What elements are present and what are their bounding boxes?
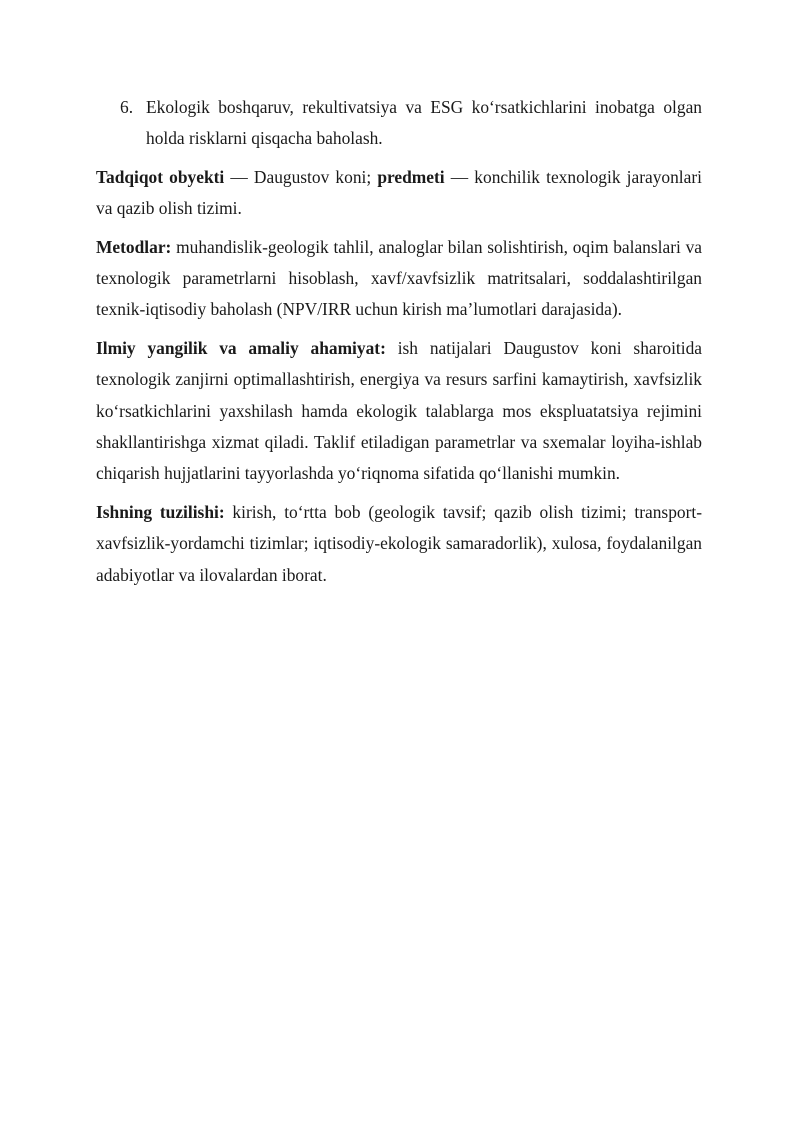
research-object-paragraph bbox=[96, 162, 702, 225]
novelty-text: ish natijalari Daugustov koni sharoitida texnologik zanjirni optimallashtirish, energiya va resurs sarfini kamaytirish, xavfsizlik ko‘rsatkichlarini yaxshilash hamda ekologik talablarga mos ekspluatatsiya rejimini shakllantirishga xizmat qiladi. Taklif etiladigan parametrlar va sxemalar loyiha-ishlab chiqarish hujjatlarini tayyorlashda yo‘riqnoma sifatida qo‘llanishi mumkin. bbox=[96, 337, 702, 484]
methods-label: Metodlar: bbox=[96, 236, 172, 257]
novelty-label: Ilmiy yangilik va amaliy ahamiyat: bbox=[96, 337, 386, 358]
structure-paragraph bbox=[96, 497, 702, 591]
list-item-text: Ekologik boshqaruv, rekultivatsiya va ESG ko‘rsatkichlarini inobatga olgan holda risklarni qisqacha baholash. bbox=[146, 97, 702, 149]
structure-label: Ishning tuzilishi: bbox=[96, 501, 225, 522]
research-object-text: — Daugustov koni; bbox=[224, 166, 378, 187]
methods-paragraph bbox=[96, 232, 702, 326]
list-item-6 bbox=[120, 92, 702, 155]
research-object-label: Tadqiqot obyekti bbox=[96, 166, 225, 187]
research-subject-label: predmeti bbox=[377, 166, 445, 187]
methods-text: muhandislik-geologik tahlil, analoglar bilan solishtirish, oqim balanslari va texnologik parametrlarni hisoblash, xavf/xavfsizlik matritsalari, soddalashtirilgan texnik-iqtisodiy baholash (NPV/IRR uchun kirish ma’lumotlari darajasida). bbox=[96, 236, 702, 320]
research-subject-text: — konchilik texnologik jarayonlari va qazib olish tizimi. bbox=[96, 166, 702, 219]
structure-text: kirish, to‘rtta bob (geologik tavsif; qazib olish tizimi; transport-xavfsizlik-yordamchi tizimlar; iqtisodiy-ekologik samaradorlik), xulosa, foydalanilgan adabiyotlar va ilovalardan iborat. bbox=[96, 501, 702, 585]
novelty-paragraph bbox=[96, 333, 702, 490]
document-page bbox=[96, 92, 702, 591]
list-number: 6. bbox=[120, 97, 134, 117]
